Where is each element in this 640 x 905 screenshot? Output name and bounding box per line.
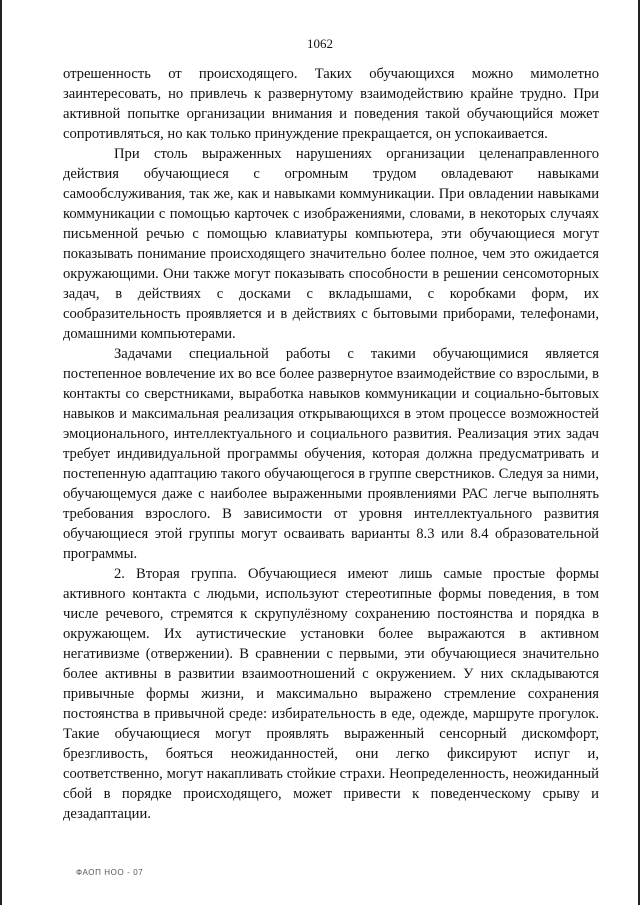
document-body [63,64,599,824]
scan-left-edge [0,0,2,905]
paragraph-second-group: 2. Вторая группа. Обучающиеся имеют лишь самые простые формы активного контакта с людьми, используют стереотипные формы поведения, в том числе речевого, стремятся к скрупулёзному сохранению постоянства и порядка в окружающем. Их аутистические установки более выражаются в активном негативизме (отвержении). В сравнении с первыми, эти обучающиеся значительно более активны в развитии взаимоотношений с окружением. У них складываются привычные формы жизни, и максимально выражено стремление сохранения постоянства в привычной среде: избирательность в еде, одежде, маршруте прогулок. Такие обучающиеся могут проявлять выраженный сенсорный дискомфорт, брезгливость, бояться неожиданностей, они легко фиксируют испуг и, соответственно, могут накапливать стойкие страхи. Неопределенность, неожиданный сбой в порядке происходящего, может привести к поведенческому срыву и дезадаптации. [63,566,599,822]
paragraph-continuation: отрешенность от происходящего. Таких обучающихся можно мимолетно заинтересовать, но привлечь к развернутому взаимодействию крайне трудно. При активной попытке организации внимания и поведения такой обучающийся может сопротивляться, но как только принуждение прекращается, он успокаивается. [63,66,599,142]
paragraph: Задачами специальной работы с такими обучающимися является постепенное вовлечение их во все более развернутое взаимодействие со взрослыми, в контакты со сверстниками, выработка навыков коммуникации и социально-бытовых навыков и максимальная реализация открывающихся в этом процессе возможностей эмоционального, интеллектуального и социального развития. Реализация этих задач требует индивидуальной программы обучения, которая должна предусматривать и постепенную адаптацию такого обучающегося в группе сверстников. Следуя за ними, обучающемуся даже с наиболее выраженными проявлениями РАС легче выполнять требования взрослого. В зависимости от уровня интеллектуального развития обучающиеся этой группы могут осваивать варианты 8.3 или 8.4 образовательной программы. [63,346,599,562]
page-number: 1062 [307,36,333,51]
paragraph: При столь выраженных нарушениях организации целенаправленного действия обучающиеся с огромным трудом овладевают навыками самообслуживания, так же, как и навыками коммуникации. При овладении навыками коммуникации с помощью карточек с изображениями, словами, в некоторых случаях письменной речью с помощью клавиатуры компьютера, эти обучающиеся могут показывать понимание происходящего значительно более полное, чем это ожидается окружающими. Они также могут показывать способности в решении сенсомоторных задач, в действиях с досками с вкладышами, с коробками форм, их сообразительность проявляется и в действиях с бытовыми приборами, телефонами, домашними компьютерами. [63,146,599,342]
footer-stamp: ФАОП НОО - 07 [76,868,144,877]
